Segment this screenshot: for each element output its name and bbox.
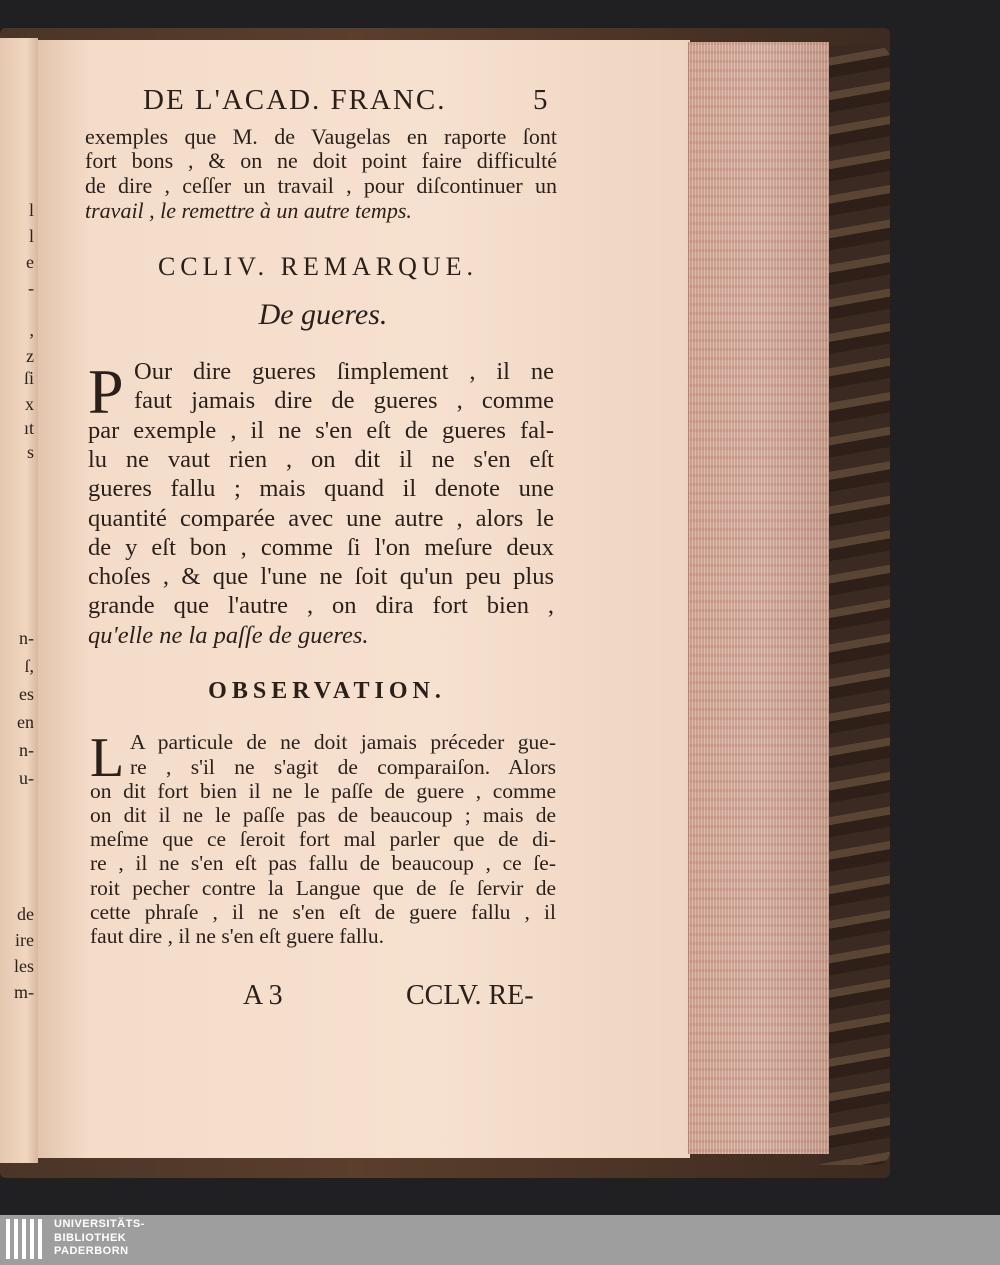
- page-number: 5: [533, 84, 548, 116]
- left-page-fragment: n-: [19, 740, 34, 760]
- running-head: [143, 84, 643, 120]
- left-page-edge: [0, 38, 38, 1163]
- intro-line: exemples que M. de Vaugelas en raporte ſont: [85, 124, 557, 149]
- remarque-line: grande que l'autre , on dira fort bien ,: [88, 592, 554, 619]
- drop-cap: P: [88, 356, 124, 427]
- left-page-fragment: ſi: [23, 368, 34, 388]
- drop-cap: L: [90, 727, 125, 789]
- book-cover-edge: [820, 45, 890, 1165]
- left-page-fragment: l: [28, 226, 34, 246]
- left-page-fragment: e: [26, 252, 34, 272]
- left-page-fragment: es: [19, 684, 34, 704]
- remarque-line: Our dire gueres ſimplement , il ne: [134, 358, 554, 385]
- running-head-title: DE L'ACAD. FRANC.: [143, 84, 447, 116]
- signature-mark: A 3: [243, 980, 283, 1011]
- intro-line: travail , le remettre à un autre temps.: [85, 198, 412, 223]
- section-heading-observation: OBSERVATION.: [208, 678, 446, 704]
- observation-line: cette phraſe , il ne s'en eſt de guere fallu , il: [90, 900, 556, 924]
- remarque-line: de y eſt bon , comme ſi l'on meſure deux: [88, 534, 554, 561]
- remarque-line: gueres fallu ; mais quand il denote une: [88, 475, 554, 502]
- observation-line: faut dire , il ne s'en eſt guere fallu.: [90, 924, 385, 948]
- left-page-fragment: n-: [19, 628, 34, 648]
- left-page-fragment: l: [28, 200, 34, 220]
- left-page-fragment: z: [26, 346, 34, 366]
- left-page-fragment: ıt: [23, 418, 34, 438]
- page-block-edges: [688, 42, 829, 1154]
- remarque-line: par exemple , il ne s'en eſt de gueres fal-: [88, 417, 554, 444]
- section-heading-remarque: CCLIV. REMARQUE.: [157, 252, 479, 281]
- library-logo-icon: [6, 1219, 44, 1259]
- remarque-line: qu'elle ne la paſſe de gueres.: [88, 622, 369, 649]
- remarque-line: quantité comparée avec une autre , alors le: [88, 505, 554, 532]
- left-page-fragment: ire: [15, 930, 34, 950]
- observation-line: meſme que ce ſeroit fort mal parler que de di-: [90, 827, 556, 851]
- remarque-line: lu ne vaut rien , on dit il ne s'en eſt: [88, 446, 554, 473]
- left-page-fragment: ſ,: [24, 656, 34, 676]
- library-logo-text: [54, 1218, 145, 1259]
- left-page-fragment: -: [28, 278, 34, 298]
- left-page-fragment: x: [25, 394, 34, 414]
- observation-line: on dit il ne le paſſe pas de beaucoup ; mais de: [90, 803, 556, 827]
- left-page-fragment: s: [26, 442, 34, 462]
- left-page-fragment: de: [17, 904, 34, 924]
- logo-line: UNIVERSITÄTS-: [54, 1218, 145, 1230]
- left-page-fragment: ,: [29, 320, 34, 340]
- left-page-fragment: les: [14, 956, 34, 976]
- observation-line: re , s'il ne s'agit de comparaiſon. Alors: [130, 755, 556, 779]
- observation-line: on dit fort bien il ne le paſſe de guere , comme: [90, 779, 556, 803]
- section-subtitle: De gueres.: [258, 298, 388, 331]
- logo-line: BIBLIOTHEK: [54, 1231, 127, 1244]
- observation-line: roit pecher contre la Langue que de ſe ſervir de: [90, 876, 556, 900]
- page-edge-speckle: [689, 42, 829, 1154]
- remarque-line: choſes , & que l'une ne ſoit qu'un peu plus: [88, 563, 554, 590]
- left-page-fragment: en: [17, 712, 34, 732]
- observation-line: re , il ne s'en eſt pas fallu de beaucoup , ce ſe-: [90, 851, 556, 875]
- left-page-fragment: u-: [19, 768, 34, 788]
- logo-line: PADERBORN: [54, 1245, 129, 1257]
- intro-line: fort bons , & on ne doit point faire difficulté: [85, 148, 557, 173]
- catchword: CCLV. RE-: [406, 980, 534, 1011]
- observation-line: A particule de ne doit jamais préceder gue-: [130, 730, 556, 754]
- intro-line: de dire , ceſſer un travail , pour diſcontinuer un: [85, 173, 557, 198]
- remarque-line: faut jamais dire de gueres , comme: [134, 387, 554, 414]
- book-page: [38, 40, 690, 1158]
- left-page-fragment: m-: [14, 982, 34, 1002]
- footer-logo-bar: [0, 1215, 1000, 1265]
